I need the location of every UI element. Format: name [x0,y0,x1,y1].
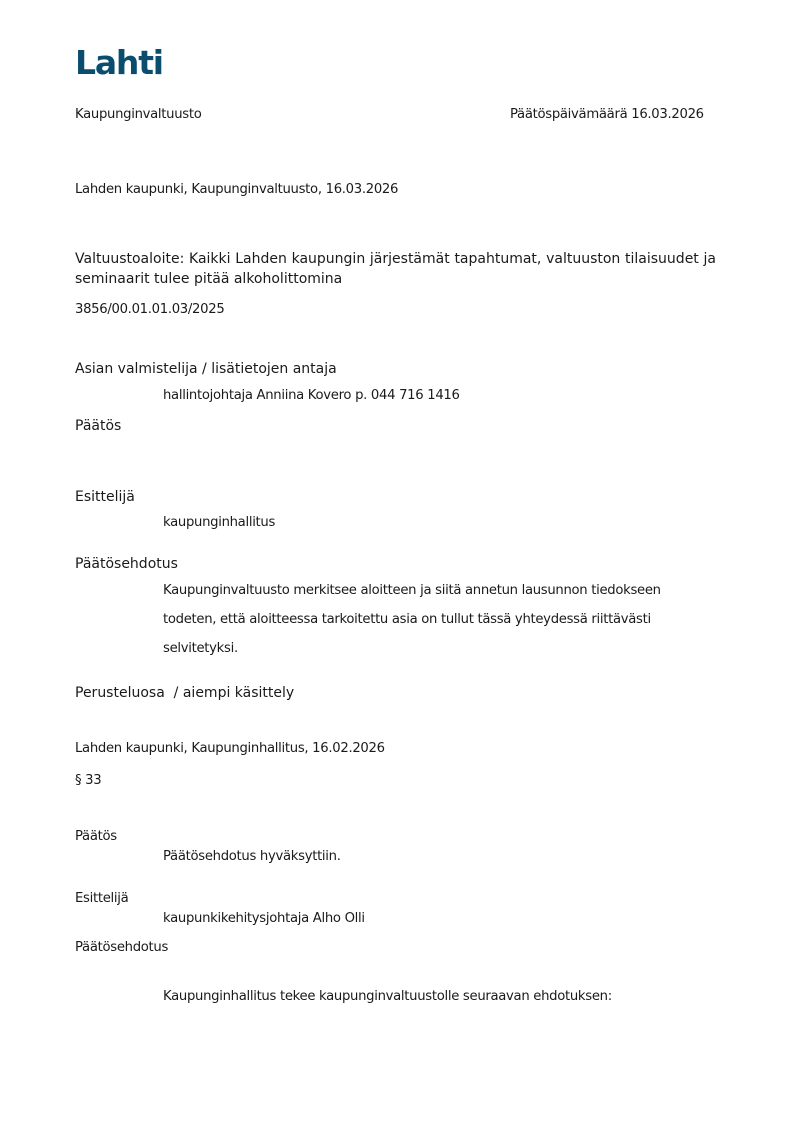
reference-number: 3856/00.01.01.03/2025 [75,302,225,317]
board-decision-value: Päätösehdotus hyväksyttiin. [163,849,341,864]
lahti-logo: Lahti [75,43,163,82]
board-presenter-heading: Esittelijä [75,891,129,906]
proposal-line-1: Kaupunginvaltuusto merkitsee aloitteen ja siitä annetun lausunnon tiedokseen [163,583,661,598]
preparer-heading: Asian valmistelija / lisätietojen antaja [75,361,337,377]
document-title: Valtuustoaloite: Kaikki Lahden kaupungin järjestämät tapahtumat, valtuuston tilaisuudet ja seminaarit tulee pitää alkoholittomina [75,251,716,287]
meeting-line: Lahden kaupunki, Kaupunginvaltuusto, 16.03.2026 [75,182,399,197]
board-decision-heading: Päätös [75,829,117,844]
decision-heading: Päätös [75,418,122,434]
section-number: § 33 [75,773,102,788]
board-meeting-line: Lahden kaupunki, Kaupunginhallitus, 16.02.2026 [75,741,385,756]
presenter-heading: Esittelijä [75,489,135,505]
preparer-value: hallintojohtaja Anniina Kovero p. 044 716 1416 [163,388,460,403]
header-body: Kaupunginvaltuusto [75,107,202,122]
board-presenter-value: kaupunkikehitysjohtaja Alho Olli [163,911,365,926]
presenter-value: kaupunginhallitus [163,515,276,530]
proposal-heading: Päätösehdotus [75,556,178,572]
header-decision-date: Päätöspäivämäärä 16.03.2026 [510,107,704,122]
board-proposal-heading: Päätösehdotus [75,940,169,955]
proposal-line-2: todeten, että aloitteessa tarkoitettu asia on tullut tässä yhteydessä riittävästi [163,612,651,627]
proposal-line-3: selvitetyksi. [163,641,238,656]
background-heading: Perusteluosa / aiempi käsittely [75,685,295,701]
board-proposal-value: Kaupunginhallitus tekee kaupunginvaltuustolle seuraavan ehdotuksen: [163,989,612,1004]
